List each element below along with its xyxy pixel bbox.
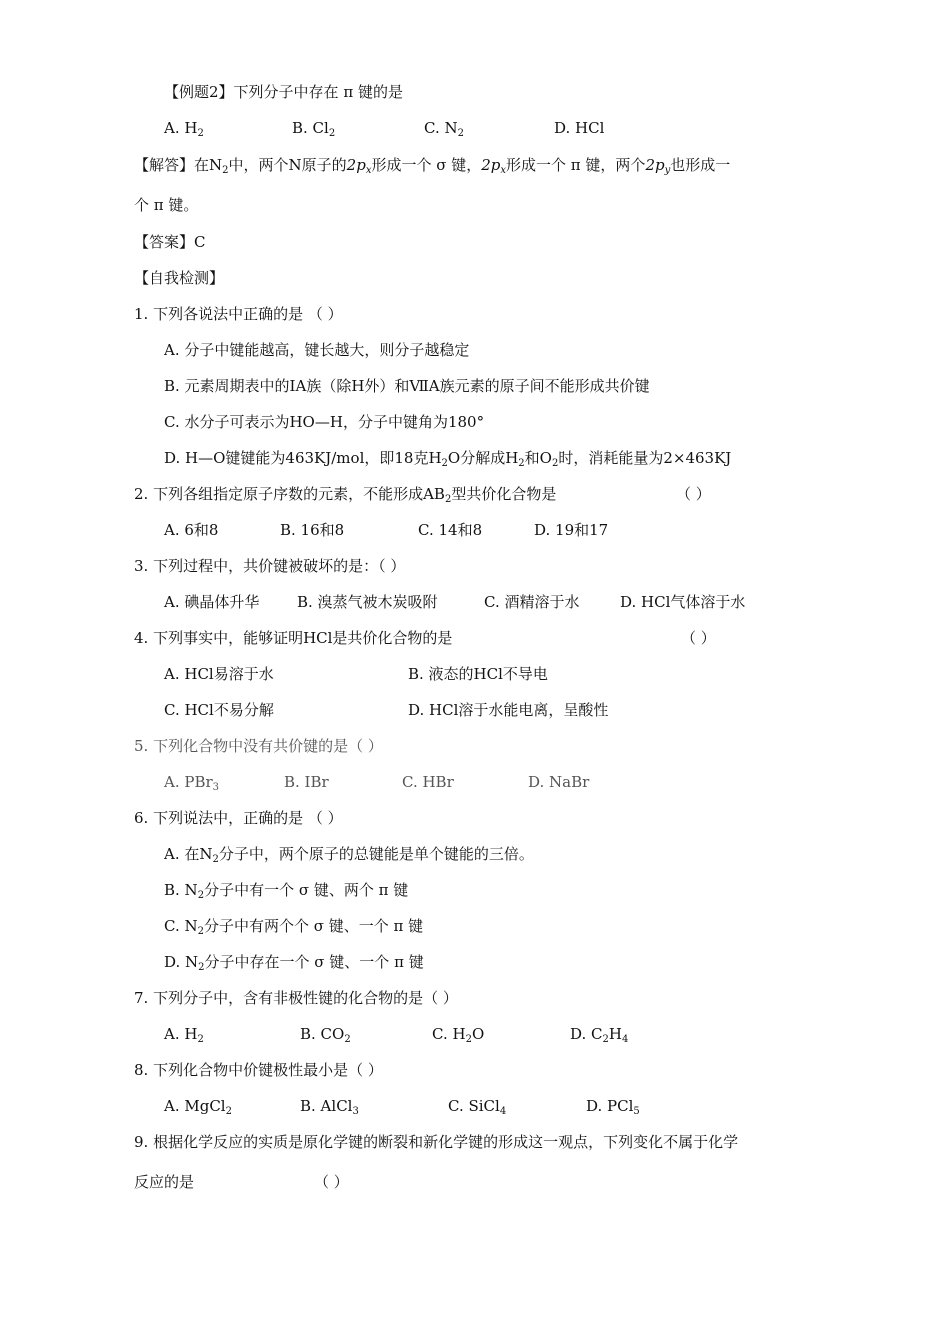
example-option-d: D. HCl bbox=[554, 119, 605, 137]
q1-option-d: D. H—O键键能为463KJ/mol，即18克$H_2O$分解成$H_2$和$O_2$时，消耗能量为2×463KJ bbox=[164, 449, 732, 469]
example-solution-line1: 【解答】在$N_2$中，两个N原子的$2p_x$形成一个 σ 键，$2p_x$形成一个 π 键，两个$2p_y$也形成一 bbox=[134, 156, 731, 176]
q2-option-c: C. 14和8 bbox=[418, 521, 483, 539]
q8-option-b: B. AlCl$_3$ bbox=[300, 1097, 359, 1117]
q3-option-a: A. 碘晶体升华 bbox=[164, 593, 260, 611]
q3-option-b: B. 溴蒸气被木炭吸附 bbox=[297, 593, 438, 611]
q8-option-a: A. MgCl$_2$ bbox=[164, 1097, 232, 1117]
q8-option-d: D. PCl$_5$ bbox=[586, 1097, 640, 1117]
q8-option-c: C. SiCl$_4$ bbox=[448, 1097, 507, 1117]
example-title: 【例题2】下列分子中存在 π 键的是 bbox=[164, 83, 403, 101]
q4-option-c: C. HCl不易分解 bbox=[164, 701, 274, 719]
q7-option-c: C. $H_2O$ bbox=[432, 1025, 485, 1045]
self-check-heading: 【自我检测】 bbox=[134, 269, 225, 287]
q6-option-c: C. $N_2$分子中有两个个 σ 键、一个 π 键 bbox=[164, 917, 424, 937]
q2-option-d: D. 19和17 bbox=[534, 521, 609, 539]
q8-stem: 8. 下列化合物中价键极性最小是（ ） bbox=[134, 1061, 383, 1079]
example-answer: 【答案】C bbox=[134, 233, 206, 251]
q1-stem: 1. 下列各说法中正确的是 （ ） bbox=[134, 305, 343, 323]
q4-option-b: B. 液态的HCl不导电 bbox=[408, 665, 548, 683]
q6-option-d: D. $N_2$分子中存在一个 σ 键、一个 π 键 bbox=[164, 953, 424, 973]
q3-option-d: D. HCl气体溶于水 bbox=[620, 593, 746, 611]
q6-option-b: B. $N_2$分子中有一个 σ 键、两个 π 键 bbox=[164, 881, 409, 901]
q5-option-c: C. HBr bbox=[402, 773, 454, 791]
q9-stem-line2: 反应的是 bbox=[134, 1173, 195, 1191]
q4-stem: 4. 下列事实中，能够证明HCl是共价化合物的是 bbox=[134, 629, 453, 647]
q7-option-d: D. $C_2H_4$ bbox=[570, 1025, 629, 1045]
q4-option-d: D. HCl溶于水能电离，呈酸性 bbox=[408, 701, 609, 719]
q5-option-a: A. PBr$_3$ bbox=[164, 773, 220, 793]
q1-option-a: A. 分子中键能越高，键长越大，则分子越稳定 bbox=[164, 341, 470, 359]
q2-answer-paren: （ ） bbox=[676, 485, 711, 503]
q7-option-b: B. $CO_2$ bbox=[300, 1025, 351, 1045]
q2-option-b: B. 16和8 bbox=[280, 521, 345, 539]
q7-stem: 7. 下列分子中，含有非极性键的化合物的是（ ） bbox=[134, 989, 458, 1007]
q3-option-c: C. 酒精溶于水 bbox=[484, 593, 580, 611]
q3-stem: 3. 下列过程中，共价键被破坏的是：（ ） bbox=[134, 557, 406, 575]
q4-answer-paren: （ ） bbox=[681, 629, 716, 647]
q5-stem: 5. 下列化合物中没有共价键的是（ ） bbox=[134, 737, 383, 755]
q1-option-c: C. 水分子可表示为HO—H，分子中键角为180° bbox=[164, 413, 485, 431]
example-option-b: B. $Cl_2$ bbox=[292, 119, 336, 139]
q5-option-d: D. NaBr bbox=[528, 773, 590, 791]
example-option-a: A. $H_2$ bbox=[164, 119, 204, 139]
q2-stem: 2. 下列各组指定原子序数的元素，不能形成$AB_2$型共价化合物是 bbox=[134, 485, 557, 505]
q9-answer-paren: （ ） bbox=[314, 1173, 349, 1191]
q6-stem: 6. 下列说法中，正确的是 （ ） bbox=[134, 809, 343, 827]
example-option-c: C. $N_2$ bbox=[424, 119, 464, 139]
q9-stem-line1: 9. 根据化学反应的实质是原化学键的断裂和新化学键的形成这一观点，下列变化不属于化学 bbox=[134, 1133, 739, 1151]
q6-option-a: A. 在$N_2$分子中，两个原子的总键能是单个键能的三倍。 bbox=[164, 845, 534, 865]
example-solution-line2: 个 π 键。 bbox=[134, 196, 199, 214]
q5-option-b: B. IBr bbox=[284, 773, 329, 791]
q2-option-a: A. 6和8 bbox=[164, 521, 219, 539]
q7-option-a: A. $H_2$ bbox=[164, 1025, 204, 1045]
q4-option-a: A. HCl易溶于水 bbox=[164, 665, 274, 683]
q1-option-b: B. 元素周期表中的ⅠA族（除H外）和ⅦA族元素的原子间不能形成共价键 bbox=[164, 377, 650, 395]
